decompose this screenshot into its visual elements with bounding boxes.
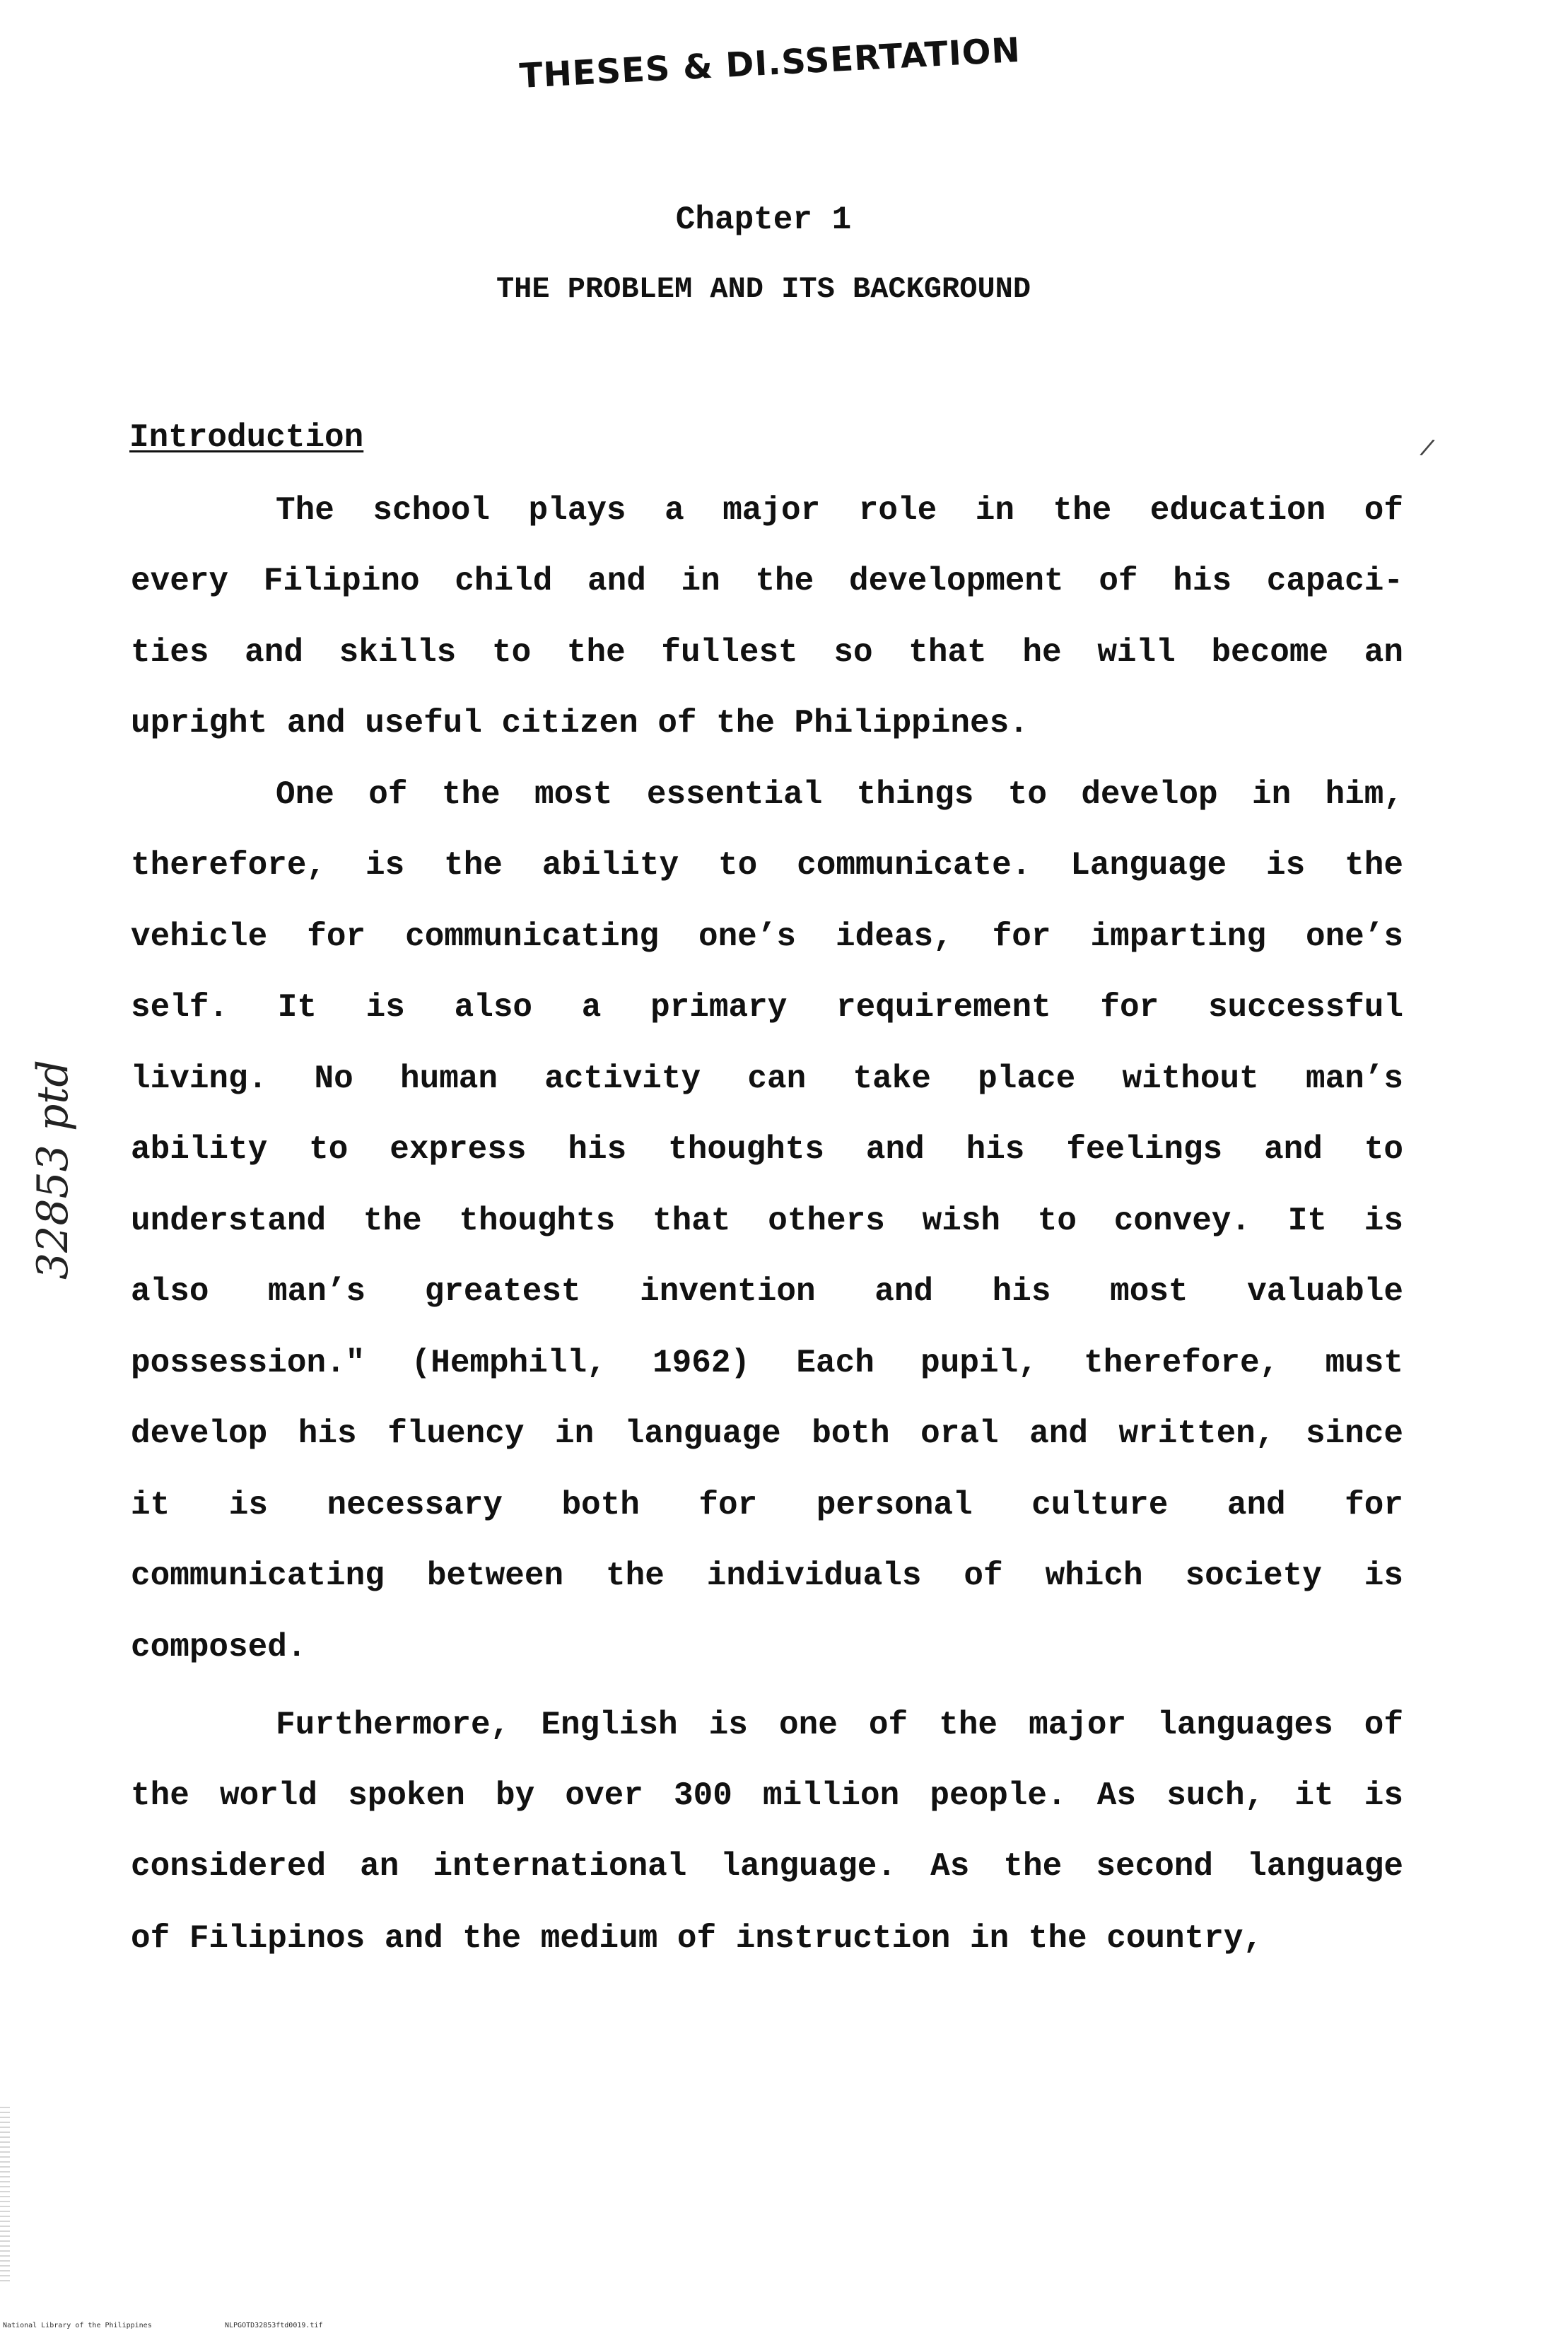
body-line: develop his fluency in language both oral and written, since — [131, 1415, 1403, 1452]
footer-filename: NLPGOTD32853ftd0019.tif — [225, 2322, 323, 2329]
body-line: the world spoken by over 300 million people. As such, it is — [131, 1777, 1403, 1814]
body-line: self. It is also a primary requirement for successful — [131, 989, 1403, 1026]
body-line: considered an international language. As the second language — [131, 1848, 1403, 1885]
scan-edge-noise — [0, 2107, 10, 2284]
handwritten-accession-note: 32853 ptd — [28, 1060, 78, 1280]
theses-dissertation-stamp: THESES & DI.SSERTATION — [518, 30, 1022, 96]
body-line: ability to express his thoughts and his feelings and to — [131, 1131, 1403, 1168]
chapter-number: Chapter 1 — [675, 201, 852, 238]
body-line: it is necessary both for personal culture and for — [131, 1487, 1403, 1524]
body-line: living. No human activity can take place without man’s — [131, 1060, 1403, 1097]
body-line: ties and skills to the fullest so that he will become an — [131, 634, 1403, 671]
body-line: also man’s greatest invention and his most valuable — [131, 1273, 1403, 1310]
body-line: of Filipinos and the medium of instruction in the country, — [131, 1920, 1263, 1957]
body-line: therefore, is the ability to communicate. Language is the — [131, 847, 1403, 884]
section-heading-introduction: Introduction — [129, 419, 364, 456]
body-line: communicating between the individuals of which society is — [131, 1557, 1403, 1594]
chapter-title: THE PROBLEM AND ITS BACKGROUND — [496, 272, 1031, 306]
body-line: composed. — [131, 1629, 307, 1666]
body-line: One of the most essential things to develop in him, — [276, 776, 1403, 813]
body-line: The school plays a major role in the education of — [276, 492, 1403, 529]
body-line: understand the thoughts that others wish to convey. It is — [131, 1203, 1403, 1239]
body-line: vehicle for communicating one’s ideas, for imparting one’s — [131, 918, 1403, 955]
body-line: Furthermore, English is one of the major languages of — [276, 1707, 1403, 1743]
body-line: possession." (Hemphill, 1962) Each pupil, therefore, must — [131, 1345, 1403, 1381]
body-line: upright and useful citizen of the Philippines. — [131, 705, 1029, 742]
margin-mark: / — [1417, 435, 1437, 465]
footer-source: National Library of the Philippines — [3, 2322, 152, 2329]
body-line: every Filipino child and in the development of his capaci- — [131, 563, 1403, 600]
